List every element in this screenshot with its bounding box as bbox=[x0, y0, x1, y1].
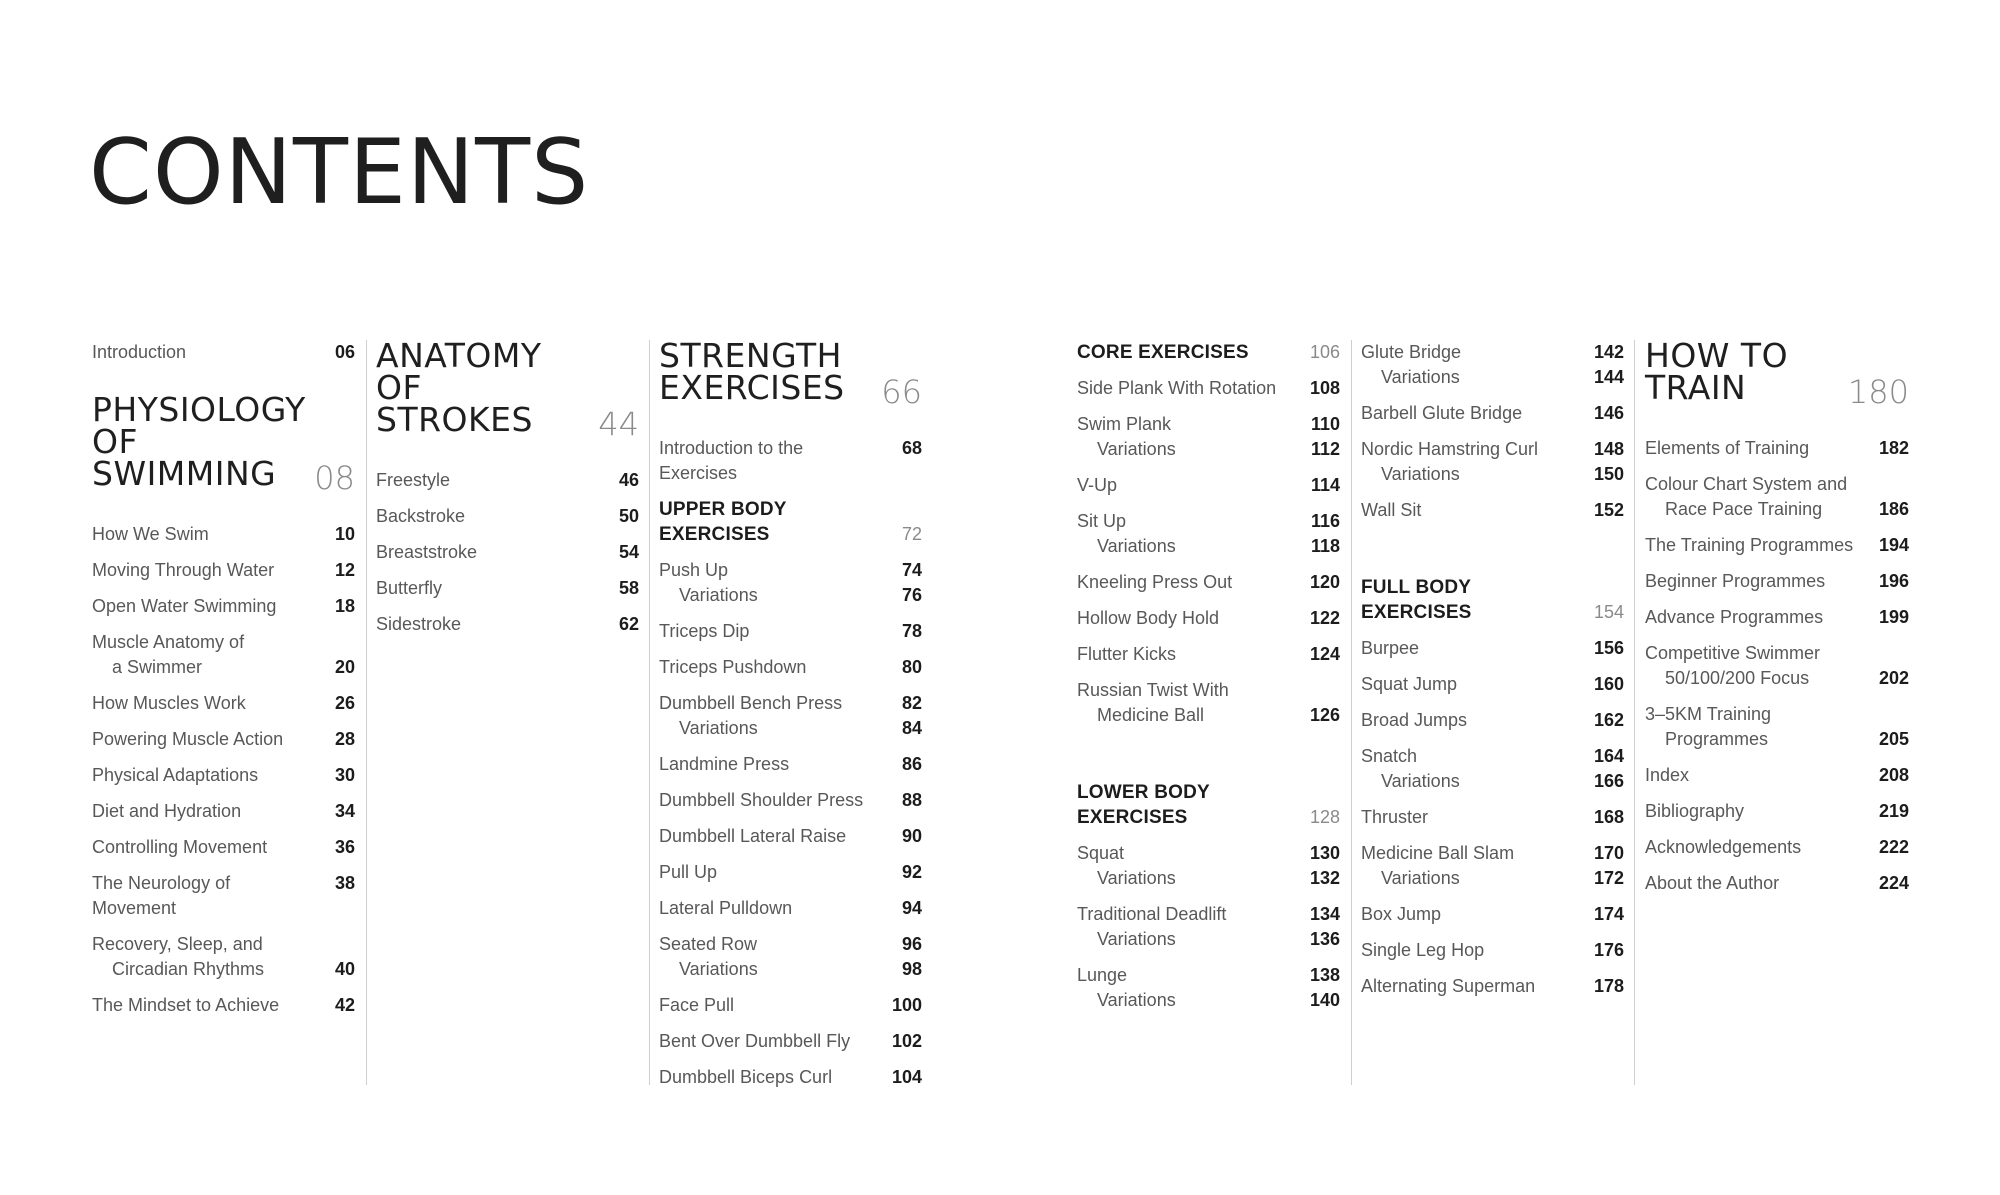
entry-page-number: 132 bbox=[1309, 868, 1340, 888]
entry-title: Index bbox=[1645, 765, 1690, 785]
entry-page-number: 76 bbox=[901, 585, 922, 605]
entry-page-number: 110 bbox=[1310, 414, 1340, 434]
entry-page-number: 142 bbox=[1593, 342, 1624, 362]
entry-page-number: 120 bbox=[1309, 572, 1340, 592]
toc-entry bbox=[1361, 636, 1624, 661]
entry-title: Squat bbox=[1077, 843, 1125, 863]
entry-page-number: 88 bbox=[901, 790, 922, 810]
entry-title: Beginner Programmes bbox=[1645, 571, 1826, 591]
section-page-number: 44 bbox=[598, 405, 639, 443]
entry-page-number: 150 bbox=[1593, 464, 1624, 484]
entry-title: Swim Plank bbox=[1077, 414, 1172, 434]
toc-entry bbox=[376, 576, 639, 601]
entry-page-number: 172 bbox=[1593, 868, 1624, 888]
toc-entry bbox=[1361, 672, 1624, 697]
section-page-number: 180 bbox=[1847, 373, 1909, 411]
entry-subline: a Swimmer bbox=[112, 657, 203, 677]
toc-column-1 bbox=[92, 340, 355, 1085]
spacer bbox=[1077, 739, 1340, 780]
entry-page-number: 222 bbox=[1878, 837, 1909, 857]
entry-subline: Variations bbox=[1097, 536, 1176, 556]
page-title: CONTENTS bbox=[89, 120, 590, 225]
toc-entry bbox=[92, 835, 355, 860]
category-title: CORE EXERCISES bbox=[1077, 342, 1249, 363]
entry-title: Dumbbell Bench Press bbox=[659, 693, 843, 713]
entry-title: Burpee bbox=[1361, 638, 1420, 658]
entry-page-number: 138 bbox=[1309, 965, 1340, 985]
toc-entry bbox=[1645, 871, 1909, 896]
entry-title: Kneeling Press Out bbox=[1077, 572, 1233, 592]
entry-page-number: 104 bbox=[891, 1067, 922, 1087]
toc-entry bbox=[1645, 835, 1909, 860]
entry-page-number: 146 bbox=[1593, 403, 1624, 423]
toc-entry bbox=[1361, 938, 1624, 963]
toc-entry bbox=[376, 504, 639, 529]
entry-title: Butterfly bbox=[376, 578, 443, 598]
toc-entry bbox=[92, 558, 355, 583]
section-heading bbox=[376, 336, 639, 443]
entry-page-number: 50 bbox=[618, 506, 639, 526]
entry-title: Sit Up bbox=[1077, 511, 1127, 531]
section-heading bbox=[92, 390, 355, 497]
toc-entry bbox=[1361, 437, 1624, 487]
entry-page-number: 10 bbox=[334, 524, 355, 544]
entry-title: Alternating Superman bbox=[1361, 976, 1536, 996]
entry-page-number: 12 bbox=[334, 560, 355, 580]
entry-title: Broad Jumps bbox=[1361, 710, 1468, 730]
entry-title: Side Plank With Rotation bbox=[1077, 378, 1277, 398]
entry-page-number: 178 bbox=[1593, 976, 1624, 996]
toc-entry bbox=[1645, 569, 1909, 594]
entry-title: 3–5KM Training bbox=[1645, 704, 1772, 724]
entry-title: Wall Sit bbox=[1361, 500, 1422, 520]
entry-page-number: 224 bbox=[1878, 873, 1909, 893]
entry-page-number: 205 bbox=[1878, 729, 1909, 749]
toc-entry bbox=[92, 340, 355, 365]
toc-entry bbox=[1361, 744, 1624, 794]
toc-entry bbox=[659, 558, 922, 608]
entry-page-number: 126 bbox=[1309, 705, 1340, 725]
entry-page-number: 136 bbox=[1309, 929, 1340, 949]
entry-subline: Programmes bbox=[1665, 729, 1769, 749]
entry-title: Introduction to the Exercises bbox=[659, 438, 804, 483]
entry-title: Single Leg Hop bbox=[1361, 940, 1485, 960]
entry-title: Powering Muscle Action bbox=[92, 729, 284, 749]
toc-entry bbox=[1361, 902, 1624, 927]
entry-page-number: 148 bbox=[1593, 439, 1624, 459]
toc-entry bbox=[1645, 472, 1909, 522]
entry-title: How We Swim bbox=[92, 524, 209, 544]
entry-title: Dumbbell Shoulder Press bbox=[659, 790, 864, 810]
entry-title: Lunge bbox=[1077, 965, 1128, 985]
entry-page-number: 144 bbox=[1593, 367, 1624, 387]
toc-entry bbox=[1077, 412, 1340, 462]
toc-entry bbox=[1361, 974, 1624, 999]
toc-entry bbox=[376, 540, 639, 565]
toc-entry bbox=[659, 436, 922, 486]
entry-title: Backstroke bbox=[376, 506, 466, 526]
entry-title: Competitive Swimmer bbox=[1645, 643, 1821, 663]
entry-page-number: 20 bbox=[334, 657, 355, 677]
entry-title: Muscle Anatomy of bbox=[92, 632, 245, 652]
category-title: UPPER BODY EXERCISES bbox=[659, 499, 787, 545]
entry-page-number: 160 bbox=[1593, 674, 1624, 694]
section-page-number: 08 bbox=[314, 459, 355, 497]
toc-entry bbox=[659, 1029, 922, 1054]
category-heading bbox=[1077, 780, 1340, 830]
entry-page-number: 202 bbox=[1878, 668, 1909, 688]
entry-title: Colour Chart System and bbox=[1645, 474, 1848, 494]
toc-entry bbox=[1645, 763, 1909, 788]
toc-entry bbox=[659, 896, 922, 921]
entry-page-number: 186 bbox=[1878, 499, 1909, 519]
entry-page-number: 208 bbox=[1878, 765, 1909, 785]
toc-entry bbox=[92, 763, 355, 788]
toc-entry bbox=[1361, 805, 1624, 830]
entry-page-number: 102 bbox=[891, 1031, 922, 1051]
entry-page-number: 219 bbox=[1878, 801, 1909, 821]
entry-title: Medicine Ball Slam bbox=[1361, 843, 1515, 863]
entry-page-number: 168 bbox=[1593, 807, 1624, 827]
section-heading bbox=[1645, 336, 1909, 411]
entry-subline: Variations bbox=[1097, 439, 1176, 459]
entry-page-number: 196 bbox=[1878, 571, 1909, 591]
entry-subline: Variations bbox=[679, 585, 758, 605]
entry-title: Flutter Kicks bbox=[1077, 644, 1177, 664]
entry-page-number: 166 bbox=[1593, 771, 1624, 791]
entry-title: Face Pull bbox=[659, 995, 735, 1015]
entry-title: The Neurology of Movement bbox=[92, 873, 231, 918]
entry-page-number: 68 bbox=[901, 438, 922, 458]
entry-title: Landmine Press bbox=[659, 754, 790, 774]
section-heading bbox=[659, 336, 922, 411]
toc-entry bbox=[659, 932, 922, 982]
entry-page-number: 162 bbox=[1593, 710, 1624, 730]
toc-entry bbox=[92, 993, 355, 1018]
entry-page-number: 170 bbox=[1593, 843, 1624, 863]
entry-title: Acknowledgements bbox=[1645, 837, 1802, 857]
toc-entry bbox=[1361, 708, 1624, 733]
section-page-number: 66 bbox=[881, 373, 922, 411]
toc-entry bbox=[1077, 473, 1340, 498]
entry-page-number: 176 bbox=[1593, 940, 1624, 960]
entry-title: The Mindset to Achieve bbox=[92, 995, 280, 1015]
toc-entry bbox=[1077, 902, 1340, 952]
toc-entry bbox=[1645, 533, 1909, 558]
entry-page-number: 156 bbox=[1593, 638, 1624, 658]
entry-page-number: 78 bbox=[901, 621, 922, 641]
entry-title: Diet and Hydration bbox=[92, 801, 242, 821]
entry-title: Russian Twist With bbox=[1077, 680, 1229, 700]
entry-page-number: 100 bbox=[891, 995, 922, 1015]
entry-page-number: 46 bbox=[618, 470, 639, 490]
entry-title: Open Water Swimming bbox=[92, 596, 277, 616]
category-heading bbox=[1077, 340, 1340, 365]
toc-entry bbox=[92, 594, 355, 619]
entry-page-number: 84 bbox=[901, 718, 922, 738]
entry-title: Nordic Hamstring Curl bbox=[1361, 439, 1539, 459]
toc-column-4 bbox=[1077, 340, 1340, 1085]
toc-entry bbox=[1645, 641, 1909, 691]
toc-entry bbox=[1645, 605, 1909, 630]
entry-page-number: 74 bbox=[901, 560, 922, 580]
category-heading bbox=[1361, 575, 1624, 625]
entry-title: Box Jump bbox=[1361, 904, 1442, 924]
entry-page-number: 38 bbox=[334, 873, 355, 893]
entry-page-number: 194 bbox=[1878, 535, 1909, 555]
entry-title: Freestyle bbox=[376, 470, 451, 490]
entry-subline: Variations bbox=[1381, 464, 1460, 484]
entry-subline: Variations bbox=[679, 718, 758, 738]
toc-column-5 bbox=[1351, 340, 1624, 1085]
toc-entry bbox=[1361, 340, 1624, 390]
section-title: ANATOMY OF STROKES bbox=[376, 336, 542, 439]
toc-entry bbox=[1645, 436, 1909, 461]
entry-page-number: 98 bbox=[901, 959, 922, 979]
category-title: FULL BODY EXERCISES bbox=[1361, 577, 1472, 623]
entry-page-number: 134 bbox=[1309, 904, 1340, 924]
entry-title: Sidestroke bbox=[376, 614, 462, 634]
category-title: LOWER BODY EXERCISES bbox=[1077, 782, 1210, 828]
toc-column-6 bbox=[1634, 336, 1909, 1085]
entry-title: Recovery, Sleep, and bbox=[92, 934, 263, 954]
category-page-number: 72 bbox=[901, 524, 922, 544]
entry-page-number: 114 bbox=[1310, 475, 1340, 495]
entry-subline: Variations bbox=[1097, 868, 1176, 888]
entry-title: Snatch bbox=[1361, 746, 1418, 766]
entry-title: Lateral Pulldown bbox=[659, 898, 793, 918]
toc-entry bbox=[1361, 498, 1624, 523]
toc-entry bbox=[1077, 509, 1340, 559]
entry-page-number: 36 bbox=[334, 837, 355, 857]
toc-entry bbox=[659, 1065, 922, 1090]
toc-entry bbox=[92, 691, 355, 716]
entry-page-number: 28 bbox=[334, 729, 355, 749]
section-title: STRENGTH EXERCISES bbox=[659, 336, 845, 407]
entry-page-number: 90 bbox=[901, 826, 922, 846]
entry-page-number: 116 bbox=[1310, 511, 1340, 531]
toc-entry bbox=[376, 468, 639, 493]
entry-title: Elements of Training bbox=[1645, 438, 1810, 458]
entry-page-number: 54 bbox=[618, 542, 639, 562]
entry-title: Traditional Deadlift bbox=[1077, 904, 1227, 924]
entry-page-number: 199 bbox=[1878, 607, 1909, 627]
toc-entry bbox=[1077, 606, 1340, 631]
entry-page-number: 06 bbox=[334, 342, 355, 362]
entry-title: Bent Over Dumbbell Fly bbox=[659, 1031, 851, 1051]
entry-page-number: 62 bbox=[618, 614, 639, 634]
entry-title: Breaststroke bbox=[376, 542, 478, 562]
entry-title: About the Author bbox=[1645, 873, 1780, 893]
entry-page-number: 96 bbox=[901, 934, 922, 954]
entry-title: Bibliography bbox=[1645, 801, 1745, 821]
entry-subline: Race Pace Training bbox=[1665, 499, 1823, 519]
entry-title: Introduction bbox=[92, 342, 187, 362]
entry-page-number: 164 bbox=[1593, 746, 1624, 766]
entry-page-number: 40 bbox=[334, 959, 355, 979]
entry-page-number: 86 bbox=[901, 754, 922, 774]
category-page-number: 128 bbox=[1309, 807, 1340, 827]
toc-entry bbox=[659, 824, 922, 849]
entry-title: Advance Programmes bbox=[1645, 607, 1824, 627]
entry-subline: Circadian Rhythms bbox=[112, 959, 265, 979]
toc-entry bbox=[92, 932, 355, 982]
toc-entry bbox=[92, 727, 355, 752]
toc-entry bbox=[659, 655, 922, 680]
entry-subline: Medicine Ball bbox=[1097, 705, 1205, 725]
category-page-number: 106 bbox=[1309, 342, 1340, 362]
entry-subline: Variations bbox=[1097, 990, 1176, 1010]
entry-page-number: 174 bbox=[1593, 904, 1624, 924]
toc-entry bbox=[1361, 401, 1624, 426]
entry-page-number: 112 bbox=[1310, 439, 1340, 459]
entry-title: The Training Programmes bbox=[1645, 535, 1854, 555]
entry-page-number: 82 bbox=[901, 693, 922, 713]
entry-title: Triceps Pushdown bbox=[659, 657, 807, 677]
toc-entry bbox=[1645, 702, 1909, 752]
category-page-number: 154 bbox=[1593, 602, 1624, 622]
category-heading bbox=[659, 497, 922, 547]
toc-entry bbox=[1077, 678, 1340, 728]
entry-title: Moving Through Water bbox=[92, 560, 275, 580]
entry-page-number: 26 bbox=[334, 693, 355, 713]
toc-entry bbox=[92, 799, 355, 824]
entry-page-number: 42 bbox=[334, 995, 355, 1015]
entry-page-number: 80 bbox=[901, 657, 922, 677]
entry-title: Thruster bbox=[1361, 807, 1429, 827]
entry-page-number: 130 bbox=[1309, 843, 1340, 863]
entry-title: How Muscles Work bbox=[92, 693, 246, 713]
toc-entry bbox=[1077, 376, 1340, 401]
toc-entry bbox=[659, 619, 922, 644]
toc-entry bbox=[659, 788, 922, 813]
toc-entry bbox=[92, 871, 355, 921]
toc-entry bbox=[376, 612, 639, 637]
entry-title: Dumbbell Lateral Raise bbox=[659, 826, 847, 846]
spacer bbox=[1361, 534, 1624, 575]
entry-title: Controlling Movement bbox=[92, 837, 268, 857]
entry-subline: 50/100/200 Focus bbox=[1665, 668, 1810, 688]
toc-entry bbox=[92, 630, 355, 680]
entry-page-number: 108 bbox=[1309, 378, 1340, 398]
entry-page-number: 118 bbox=[1310, 536, 1340, 556]
entry-title: Triceps Dip bbox=[659, 621, 750, 641]
entry-page-number: 140 bbox=[1309, 990, 1340, 1010]
toc-entry bbox=[1077, 841, 1340, 891]
toc-entry bbox=[659, 752, 922, 777]
entry-title: Physical Adaptations bbox=[92, 765, 259, 785]
entry-page-number: 94 bbox=[901, 898, 922, 918]
entry-title: Push Up bbox=[659, 560, 729, 580]
entry-page-number: 152 bbox=[1593, 500, 1624, 520]
entry-title: V-Up bbox=[1077, 475, 1118, 495]
entry-subline: Variations bbox=[1381, 367, 1460, 387]
entry-title: Squat Jump bbox=[1361, 674, 1458, 694]
section-title: HOW TO TRAIN bbox=[1645, 336, 1789, 407]
entry-page-number: 34 bbox=[334, 801, 355, 821]
entry-subline: Variations bbox=[1381, 771, 1460, 791]
toc-entry bbox=[92, 522, 355, 547]
entry-title: Glute Bridge bbox=[1361, 342, 1462, 362]
entry-page-number: 182 bbox=[1878, 438, 1909, 458]
entry-title: Hollow Body Hold bbox=[1077, 608, 1220, 628]
toc-entry bbox=[1077, 642, 1340, 667]
toc-entry bbox=[1077, 570, 1340, 595]
entry-subline: Variations bbox=[679, 959, 758, 979]
toc-entry bbox=[1361, 841, 1624, 891]
entry-subline: Variations bbox=[1097, 929, 1176, 949]
entry-page-number: 124 bbox=[1309, 644, 1340, 664]
entry-title: Seated Row bbox=[659, 934, 758, 954]
entry-title: Dumbbell Biceps Curl bbox=[659, 1067, 833, 1087]
toc-entry bbox=[1645, 799, 1909, 824]
toc-column-2 bbox=[366, 336, 639, 1085]
section-title: PHYSIOLOGY OF SWIMMING bbox=[92, 390, 306, 493]
toc-entry bbox=[659, 993, 922, 1018]
entry-title: Pull Up bbox=[659, 862, 718, 882]
entry-page-number: 92 bbox=[901, 862, 922, 882]
entry-page-number: 122 bbox=[1309, 608, 1340, 628]
entry-subline: Variations bbox=[1381, 868, 1460, 888]
toc-column-3 bbox=[649, 336, 922, 1087]
entry-title: Barbell Glute Bridge bbox=[1361, 403, 1523, 423]
toc-entry bbox=[659, 691, 922, 741]
entry-page-number: 58 bbox=[618, 578, 639, 598]
entry-page-number: 30 bbox=[334, 765, 355, 785]
toc-entry bbox=[1077, 963, 1340, 1013]
toc-entry bbox=[659, 860, 922, 885]
entry-page-number: 18 bbox=[334, 596, 355, 616]
